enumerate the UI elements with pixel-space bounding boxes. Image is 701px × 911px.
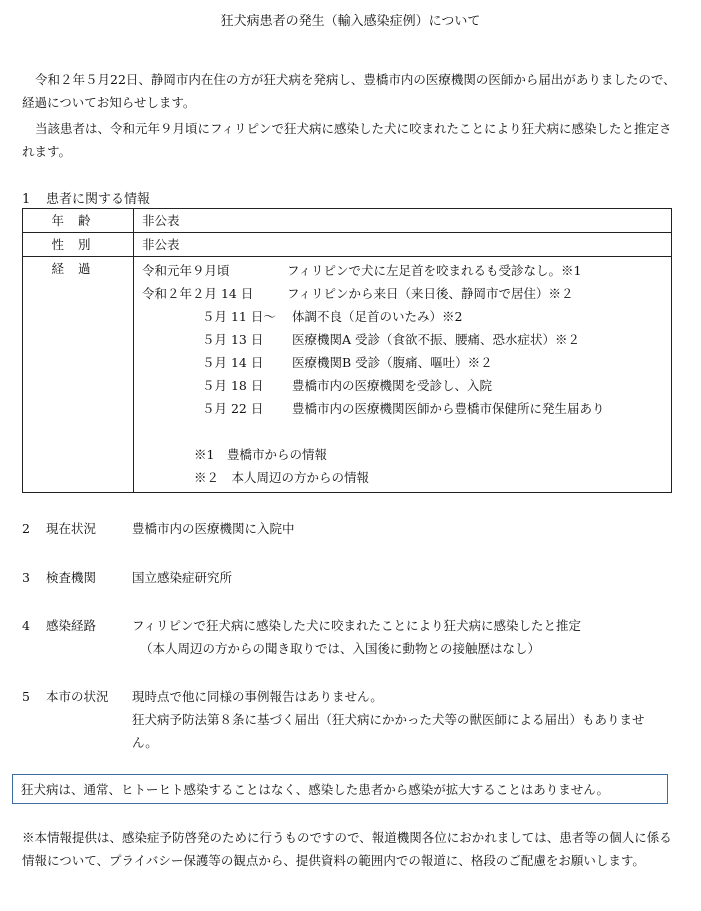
timeline-text: 医療機関B 受診（腹痛、嘔吐）※２ xyxy=(292,355,493,370)
timeline-entry xyxy=(142,305,671,328)
section-5-text-2: 狂犬病予防法第８条に基づく届出（狂犬病にかかった犬等の獣医師による届出）もありません。 xyxy=(132,712,645,750)
section-1-title: 患者に関する情報 xyxy=(46,192,151,207)
table-row xyxy=(23,233,672,257)
timeline-date: ５月 18 日 xyxy=(202,378,264,393)
timeline-date: ５月 22 日 xyxy=(202,401,264,416)
page-title: 狂犬病患者の発生（輸入感染症例）について xyxy=(220,14,481,29)
section-2-label: 2 現在状況 xyxy=(22,521,97,536)
timeline-date: 令和元年９月頃 xyxy=(142,263,230,278)
section-4-text-2: （本人周辺の方からの聞き取りでは、入国後に動物との接触歴はなし） xyxy=(140,641,541,656)
history-timeline xyxy=(134,257,672,493)
table-row xyxy=(23,209,672,233)
timeline-date: ５月 14 日 xyxy=(202,355,264,370)
section-4-label: 4 感染経路 xyxy=(22,618,97,633)
sex-label: 性別 xyxy=(23,233,134,257)
section-1-heading xyxy=(22,188,150,207)
timeline-text: フィリピンから来日（来日後、静岡市で居住）※２ xyxy=(287,286,574,301)
timeline-spacer xyxy=(142,420,671,443)
patient-info-table xyxy=(22,208,672,493)
timeline-date: ５月 13 日 xyxy=(202,332,264,347)
source-note: ※２ 本人周辺の方からの情報 xyxy=(194,470,370,485)
table-row xyxy=(23,257,672,493)
section-5-label: 5 本市の状況 xyxy=(22,689,109,704)
timeline-entry xyxy=(142,259,671,282)
timeline-text: 体調不良（足首のいたみ）※2 xyxy=(292,309,463,324)
section-3-label: 3 検査機関 xyxy=(22,570,97,585)
timeline-text: フィリピンで犬に左足首を咬まれるも受診なし。※1 xyxy=(287,263,582,278)
section-4-text-1: フィリピンで狂犬病に感染した犬に咬まれたことにより狂犬病に感染したと推定 xyxy=(132,618,582,633)
timeline-entry xyxy=(142,328,671,351)
age-value: 非公表 xyxy=(134,209,672,233)
notice-box: 狂犬病は、通常、ヒトーヒト感染することはなく、感染した患者から感染が拡大することはありません。 xyxy=(12,774,668,804)
source-note: ※1 豊橋市からの情報 xyxy=(194,447,327,462)
timeline-text: 豊橋市内の医療機関医師から豊橋市保健所に発生届あり xyxy=(292,401,605,416)
timeline-entry xyxy=(142,374,671,397)
section-3-text: 国立感染症研究所 xyxy=(132,570,233,585)
section-1-number: 1 xyxy=(22,192,31,207)
timeline-entry xyxy=(142,351,671,374)
section-5-text-1: 現時点で他に同様の事例報告はありません。 xyxy=(132,689,383,704)
sex-value: 非公表 xyxy=(134,233,672,257)
timeline-entry xyxy=(142,397,671,420)
timeline-date: 令和２年２月 14 日 xyxy=(142,286,254,301)
intro-paragraph-1: 令和２年５月22日、静岡市内在住の方が狂犬病を発病し、豊橋市内の医療機関の医師から届出がありましたので、経過についてお知らせします。 xyxy=(22,72,676,110)
section-2-text: 豊橋市内の医療機関に入院中 xyxy=(132,521,295,536)
age-label: 年齢 xyxy=(23,209,134,233)
timeline-text: 豊橋市内の医療機関を受診し、入院 xyxy=(292,378,493,393)
history-label: 経過 xyxy=(23,257,134,493)
footer-note: ※本情報提供は、感染症予防啓発のために行うものですので、報道機関各位におかれましては、患者等の個人に係る情報について、プライバシー保護等の観点から、提供資料の範囲内での報道に、格段のご配慮をお願いします。 xyxy=(22,830,672,868)
intro-paragraph-2: 当該患者は、令和元年９月頃にフィリピンで狂犬病に感染した犬に咬まれたことにより狂犬病に感染したと推定されます。 xyxy=(22,121,672,159)
timeline-entry xyxy=(142,282,671,305)
timeline-date: ５月 11 日～ xyxy=(202,309,276,324)
timeline-text: 医療機関A 受診（食欲不振、腰痛、恐水症状）※２ xyxy=(292,332,581,347)
